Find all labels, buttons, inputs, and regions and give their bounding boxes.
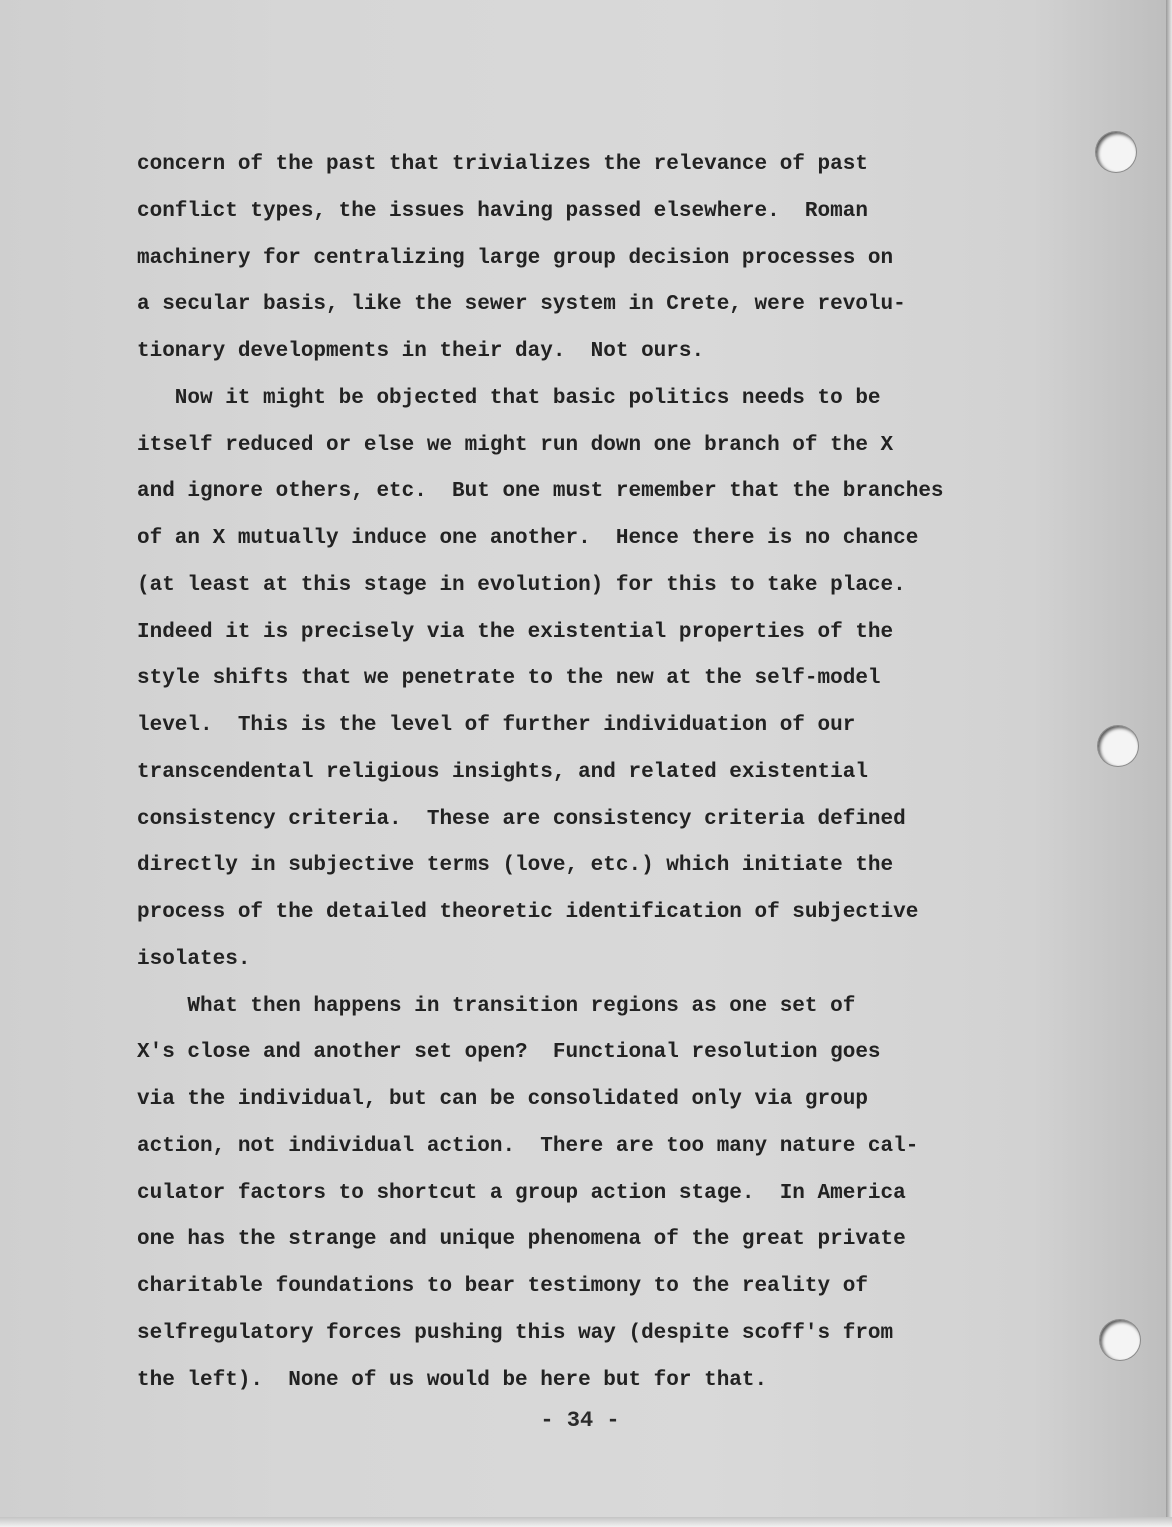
text-line: conflict types, the issues having passed elsewhere. Roman — [137, 199, 868, 223]
text-line: X's close and another set open? Functional resolution goes — [137, 1041, 881, 1065]
punch-hole-bottom — [1100, 1320, 1140, 1360]
text-line: selfregulatory forces pushing this way (despite scoff's from — [137, 1321, 894, 1345]
text-line: What then happens in transition regions as one set of — [137, 994, 856, 1018]
text-line: the left). None of us would be here but for that. — [137, 1368, 768, 1392]
page-number: - 34 - — [540, 1408, 620, 1433]
text-line: charitable foundations to bear testimony to the reality of — [137, 1275, 868, 1298]
text-line: culator factors to shortcut a group action stage. In America — [137, 1181, 906, 1205]
text-line: and ignore others, etc. But one must remember that the branches — [137, 480, 944, 504]
text-line: (at least at this stage in evolution) for this to take place. — [137, 573, 906, 597]
text-line: tionary developments in their day. Not ours. — [137, 340, 705, 363]
page-bottom-edge — [0, 1517, 1172, 1527]
text-line: one has the strange and unique phenomena of the great private — [137, 1228, 906, 1252]
body-text — [137, 142, 1037, 1404]
text-line: consistency criteria. These are consistency criteria defined — [137, 807, 906, 831]
text-line: machinery for centralizing large group decision processes on — [137, 246, 894, 270]
text-line: of an X mutually induce one another. Hence there is no chance — [137, 527, 919, 550]
text-line: Now it might be objected that basic politics needs to be — [137, 386, 881, 410]
text-line: directly in subjective terms (love, etc.) which initiate the — [137, 854, 894, 878]
text-line: Indeed it is precisely via the existential properties of the — [137, 620, 894, 644]
text-line: a secular basis, like the sewer system in Crete, were revolu- — [137, 293, 906, 317]
page-right-edge — [1166, 0, 1172, 1527]
punch-hole-middle — [1098, 726, 1138, 766]
text-line: action, not individual action. There are too many nature cal- — [137, 1134, 919, 1158]
text-line: isolates. — [137, 947, 251, 971]
punch-hole-top — [1096, 132, 1136, 172]
text-line: transcendental religious insights, and related existential — [137, 760, 868, 784]
text-line: style shifts that we penetrate to the new at the self-model — [137, 667, 881, 691]
text-line: via the individual, but can be consolidated only via group — [137, 1088, 868, 1111]
text-line: itself reduced or else we might run down one branch of the X — [137, 433, 894, 457]
text-line: level. This is the level of further individuation of our — [137, 714, 856, 737]
text-line: process of the detailed theoretic identification of subjective — [137, 901, 919, 924]
text-line: concern of the past that trivializes the relevance of past — [137, 153, 868, 176]
